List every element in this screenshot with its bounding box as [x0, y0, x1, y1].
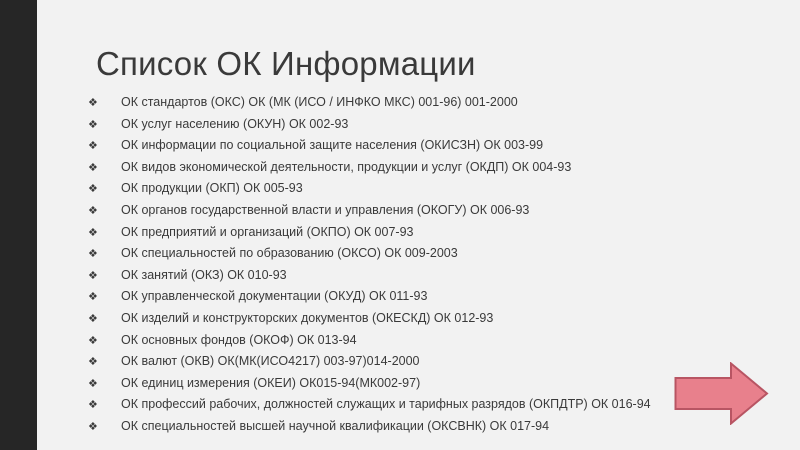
list-item-text: ОК стандартов (ОКС) ОК (МК (ИСО / ИНФКО МКС) 001-96) 001-2000 [121, 95, 518, 109]
diamond-bullet-icon: ❖ [88, 118, 98, 131]
diamond-bullet-icon: ❖ [88, 226, 98, 239]
list-item-text: ОК управленческой документации (ОКУД) ОК 011-93 [121, 289, 428, 304]
next-slide-button[interactable] [674, 362, 769, 425]
diamond-bullet-icon: ❖ [88, 312, 98, 325]
right-arrow-icon [674, 362, 769, 425]
list-item-text: ОК специальностей по образованию (ОКСО) ОК 009-2003 [121, 246, 458, 261]
list-item-text: ОК единиц измерения (ОКЕИ) ОК015-94(МК002-97) [121, 375, 421, 390]
list-item-text: ОК профессий рабочих, должностей служащих и тарифных разрядов (ОКПДТР) ОК 016-94 [121, 397, 651, 412]
list-item-text: ОК валют (ОКВ) ОК(МК(ИСО4217) 003-97)014-2000 [121, 354, 420, 369]
list-item-text: ОК изделий и конструкторских документов (ОКЕСКД) ОК 012-93 [121, 310, 494, 325]
diamond-bullet-icon: ❖ [88, 334, 98, 347]
diamond-bullet-icon: ❖ [88, 161, 98, 174]
list-item-text: ОК органов государственной власти и управления (ОКОГУ) ОК 006-93 [121, 202, 530, 217]
slide-title: Список ОК Информации [96, 45, 476, 82]
list-item-text: ОК видов экономической деятельности, продукции и услуг (ОКДП) ОК 004-93 [121, 159, 572, 174]
diamond-bullet-icon: ❖ [88, 377, 98, 390]
diamond-bullet-icon: ❖ [88, 420, 98, 433]
diamond-bullet-icon: ❖ [88, 269, 98, 282]
diamond-bullet-icon: ❖ [88, 140, 98, 153]
diamond-bullet-icon: ❖ [88, 183, 98, 196]
list-item-text: ОК специальностей высшей научной квалификации (ОКСВНК) ОК 017-94 [121, 418, 550, 433]
diamond-bullet-icon: ❖ [88, 356, 98, 369]
diamond-bullet-icon: ❖ [88, 204, 98, 217]
list-item-text: ОК предприятий и организаций (ОКПО) ОК 007-93 [121, 224, 414, 239]
diamond-bullet-icon: ❖ [88, 248, 98, 261]
left-accent-bar [0, 0, 37, 450]
diamond-bullet-icon: ❖ [88, 399, 98, 412]
diamond-bullet-icon: ❖ [88, 97, 98, 109]
list-item-text: ОК основных фондов (ОКОФ) ОК 013-94 [121, 332, 357, 347]
diamond-bullet-icon: ❖ [88, 291, 98, 304]
list-item-text: ОК занятий (ОКЗ) ОК 010-93 [121, 267, 287, 282]
list-item-text: ОК продукции (ОКП) ОК 005-93 [121, 181, 303, 196]
list-item-text: ОК услуг населению (ОКУН) ОК 002-93 [121, 116, 349, 131]
list-item-text: ОК информации по социальной защите населения (ОКИСЗН) ОК 003-99 [121, 138, 544, 153]
